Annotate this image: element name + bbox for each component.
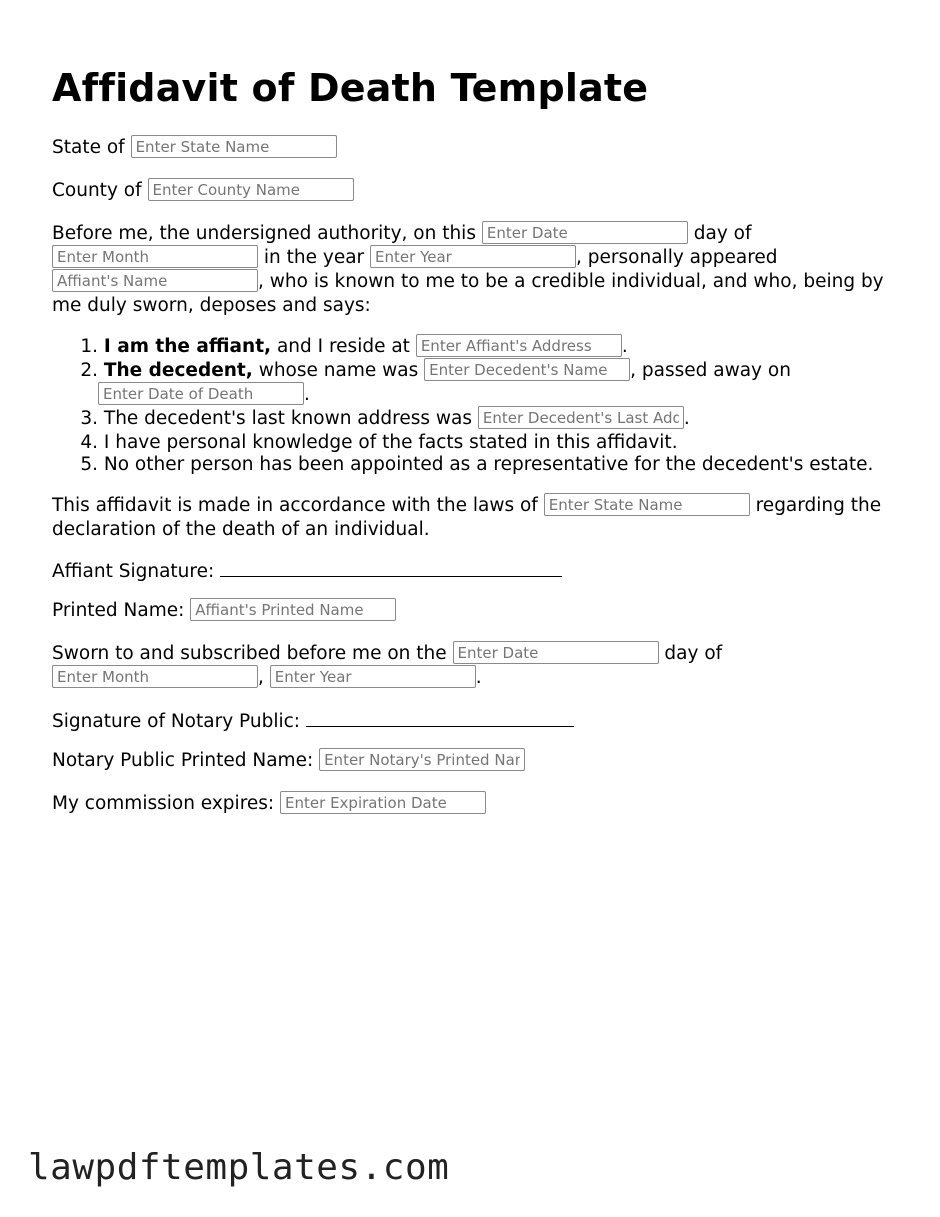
intro-text-2: day of [693,223,752,244]
list-item-text: and I reside at [276,336,410,357]
intro-affiant-input[interactable] [52,269,258,292]
commission-input[interactable] [280,791,486,814]
list-item-continuation [98,383,310,407]
list-number: 3. [80,408,98,429]
sworn-month-input[interactable] [52,665,258,688]
footer-watermark: lawpdftemplates.com [28,1147,450,1188]
state-row [52,136,337,160]
laws-line-1 [52,494,881,518]
sworn-line-1 [52,642,722,666]
county-input[interactable] [148,178,354,201]
intro-line-1 [52,222,752,246]
list-item [52,335,628,359]
intro-text-4: , personally appeared [576,247,778,268]
sworn-year-input[interactable] [270,665,476,688]
intro-text-3: in the year [263,247,365,268]
laws-state-input[interactable] [544,493,750,516]
sworn-text-1: Sworn to and subscribed before me on the [52,643,447,664]
list-item-end: . [621,336,628,357]
laws-text-1: This affidavit is made in accordance with the laws of [52,495,538,516]
printed-name-row [52,599,396,623]
list-item-bold: The decedent, [103,360,253,381]
list-number: 5. [80,454,98,475]
state-input[interactable] [131,135,337,158]
affiant-signature-row [52,558,562,582]
laws-line-2 [52,518,430,542]
intro-text-5: , who is known to me to be a credible individual, and who, being by [258,271,884,292]
list-item-bold: I am the affiant, [103,336,272,357]
sworn-text-2: day of [664,643,723,664]
intro-year-input[interactable] [370,245,576,268]
intro-text-1: Before me, the undersigned authority, on this [52,223,476,244]
list-item-text: The decedent's last known address was [103,408,472,429]
list-item-text: I have personal knowledge of the facts stated in this affidavit. [103,432,678,453]
decedent-last-address-input[interactable] [478,406,684,429]
decedent-name-input[interactable] [424,358,630,381]
printed-name-label: Printed Name: [52,600,185,621]
state-label: State of [52,137,125,158]
intro-line-2 [52,246,778,270]
notary-name-input[interactable] [319,748,525,771]
sworn-comma: , [258,667,264,688]
list-item-text: No other person has been appointed as a representative for the decedent's estate. [103,454,874,475]
sworn-date-input[interactable] [453,641,659,664]
county-label: County of [52,180,142,201]
list-item [52,407,690,431]
intro-line-4 [52,294,371,318]
intro-text-6: me duly sworn, deposes and says: [52,295,371,316]
notary-signature-line[interactable] [306,708,574,727]
intro-month-input[interactable] [52,245,258,268]
affiant-signature-label: Affiant Signature: [52,561,215,582]
printed-name-input[interactable] [190,598,396,621]
intro-line-3 [52,270,884,294]
list-item [52,359,791,383]
commission-label: My commission expires: [52,793,275,814]
county-row [52,179,354,203]
sworn-line-2 [52,666,482,690]
list-item [52,453,873,477]
notary-name-row [52,749,525,773]
commission-row [52,792,486,816]
laws-text-2: regarding the [755,495,882,516]
list-item-text-2: , passed away on [630,360,791,381]
affiant-address-input[interactable] [416,334,622,357]
list-item-text: whose name was [258,360,419,381]
notary-name-label: Notary Public Printed Name: [52,750,314,771]
page-title: Affidavit of Death Template [52,66,649,110]
notary-signature-row [52,708,574,732]
sworn-end: . [475,667,482,688]
list-number: 2. [80,360,98,381]
affiant-signature-line[interactable] [220,558,562,577]
list-number: 4. [80,432,98,453]
list-number: 1. [80,336,98,357]
date-of-death-input[interactable] [98,382,304,405]
list-item-end: . [304,384,310,405]
intro-date-input[interactable] [482,221,688,244]
notary-signature-label: Signature of Notary Public: [52,711,301,732]
laws-text-3: declaration of the death of an individual. [52,519,430,540]
list-item [52,431,678,455]
list-item-end: . [683,408,690,429]
